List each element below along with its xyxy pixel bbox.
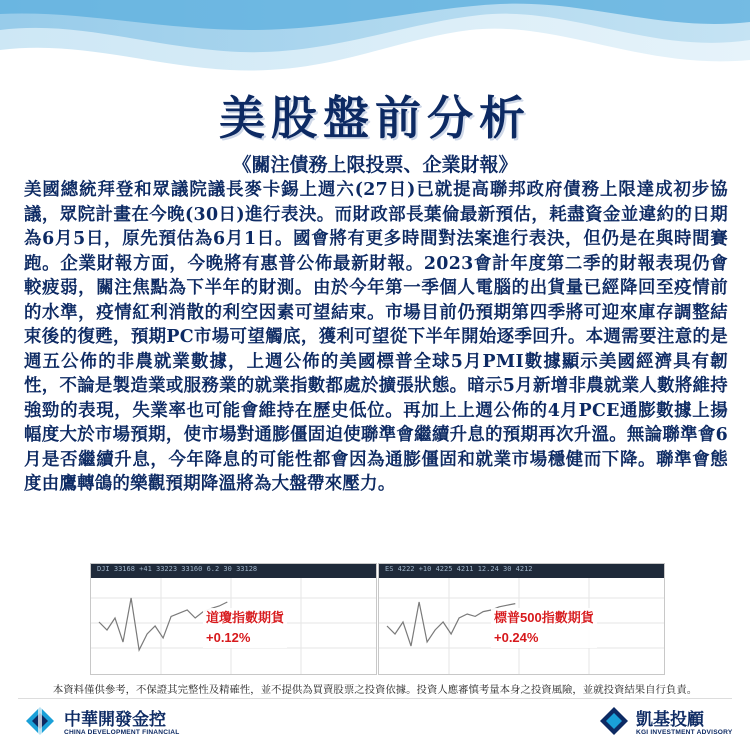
page-subtitle: 《關注債務上限投票、企業財報》 xyxy=(232,154,518,176)
footer-divider xyxy=(18,698,732,699)
chart-toolbar xyxy=(91,564,376,578)
dow-futures-name: 道瓊指數期貨 xyxy=(206,610,285,625)
sp500-futures-chart-panel xyxy=(378,563,665,675)
dow-futures-chart-panel xyxy=(90,563,377,675)
dow-futures-change: +0.12% xyxy=(206,630,251,645)
kgi-logo-english-name: KGI INVESTMENT ADVISORY xyxy=(636,729,733,736)
page-title: 美股盤前分析 xyxy=(219,91,531,145)
sp500-futures-label xyxy=(491,608,597,648)
kgi-investment-advisory-logo xyxy=(598,705,733,741)
chart-toolbar-quote: DJI 33168 +41 33223 33160 6.2 30 33128 xyxy=(97,565,258,573)
kgi-logo-chinese-name: 凱基投顧 xyxy=(636,710,704,730)
disclaimer-text: 本資料僅供參考，不保證其完整性及精確性，並不提供為買賣股票之投資依據。投資人應審慎考量本身之投資風險，並就投資結果自行負責。 xyxy=(52,684,698,696)
analysis-body-text: 美國總統拜登和眾議院議長麥卡錫上週六(27日)已就提高聯邦政府債務上限達成初步協議，眾院計畫在今晚(30日)進行表決。而財政部長葉倫最新預估，耗盡資金並違約的日期為6月5日，原先預估為6月1日。國會將有更多時間對法案進行表決，但仍是在與時間賽跑。企業財報方面，今晚將有惠普公佈最新財報。2023會計年度第二季的財報表現仍會較疲弱，關注焦點為下半年的財測。由於今年第一季個人電腦的出貨量已經降回至疫情前的水準，疫情紅利消散的利空因素可望結束。市場目前仍預期第四季將可迎來庫存調整結束後的復甦，預期PC市場可望觸底，獲利可望從下半年開始逐季回升。本週需要注意的是週五公佈的非農就業數據，上週公佈的美國標普全球5月PMI數據顯示美國經濟具有韌性，不論是製造業或服務業的就業指數都處於擴張狀態。暗示5月新增非農就業人數將維持強勁的表現，失業率也可能會維持在歷史低位。再加上上週公佈的4月PCE通膨數據上揚幅度大於市場預期，使市場對通膨僵固迫使聯準會繼續升息的預期再次升溫。無論聯準會6月是否繼續升息，今年降息的可能性都會因為通膨僵固和就業市場穩健而下降。聯準會態度由鷹轉鴿的樂觀預期降溫將為大盤帶來壓力。 xyxy=(24,180,728,494)
chart-toolbar xyxy=(379,564,664,578)
chart-toolbar-quote: ES 4222 +10 4225 4211 12.24 30 4212 xyxy=(385,565,533,573)
cdf-logo-english-name: CHINA DEVELOPMENT FINANCIAL xyxy=(64,729,180,736)
sp500-futures-name: 標普500指數期貨 xyxy=(494,610,594,625)
kgi-logo-mark-icon xyxy=(598,705,630,737)
dow-futures-label xyxy=(203,608,287,648)
cdf-logo-mark-icon xyxy=(24,705,56,737)
cdf-logo-chinese-name: 中華開發金控 xyxy=(64,710,166,730)
sp500-futures-change: +0.24% xyxy=(494,630,539,645)
